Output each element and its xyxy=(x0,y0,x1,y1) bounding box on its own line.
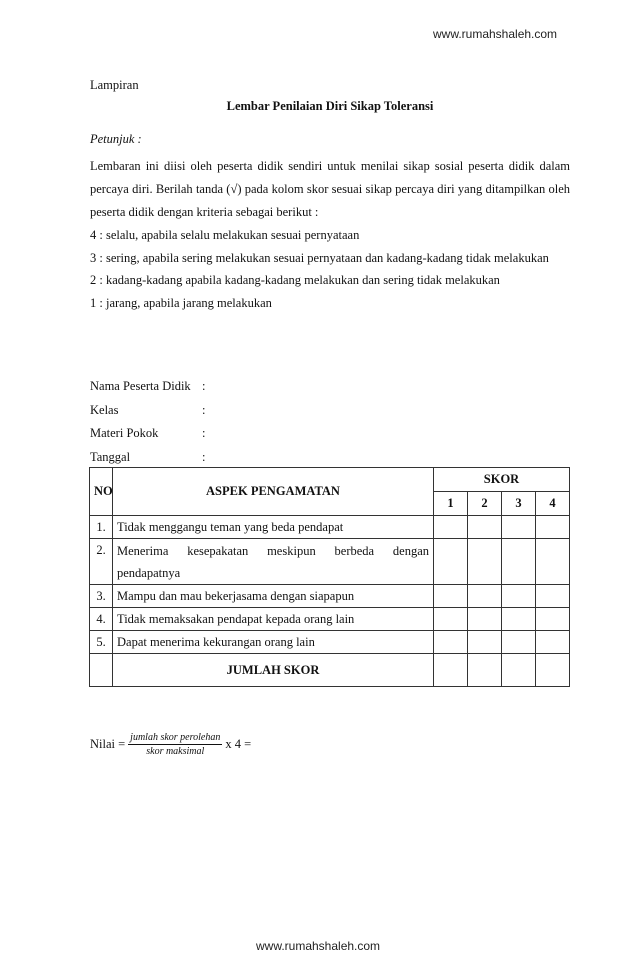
criteria-item: 3 : sering, apabila sering melakukan sesuai pernyataan dan kadang-kadang tidak melakukan xyxy=(90,250,549,265)
score-cell[interactable] xyxy=(536,539,570,585)
score-formula xyxy=(90,731,251,758)
field-materi-pokok xyxy=(90,422,205,446)
skor-level-4: 4 xyxy=(536,492,570,516)
criteria-item: 2 : kadang-kadang apabila kadang-kadang melakukan dan sering tidak melakukan xyxy=(90,273,500,287)
score-cell[interactable] xyxy=(536,631,570,654)
formula-suffix: x 4 = xyxy=(225,737,252,751)
lampiran-label: Lampiran xyxy=(90,78,139,92)
field-separator: : xyxy=(202,402,206,417)
formula-prefix: Nilai = xyxy=(90,737,126,751)
score-cell[interactable] xyxy=(502,608,536,631)
field-nama xyxy=(90,375,205,399)
score-cell[interactable] xyxy=(468,631,502,654)
field-label: Tanggal xyxy=(90,449,131,464)
field-tanggal xyxy=(90,446,205,470)
table-row xyxy=(90,608,570,631)
criteria-item: 1 : jarang, apabila jarang melakukan xyxy=(90,295,272,310)
instruction-paragraph: Lembaran ini diisi oleh peserta didik sendiri untuk menilai sikap sosial peserta didik dalam percaya diri. Berilah tanda (√) pada kolom skor sesuai sikap percaya diri yang ditampilkan oleh peserta didik dengan kriteria sebagai berikut : xyxy=(90,159,570,219)
field-kelas xyxy=(90,399,205,423)
row-aspek: Tidak menggangu teman yang beda pendapat xyxy=(113,516,434,539)
header-skor: SKOR xyxy=(434,468,570,492)
row-aspek: Tidak memaksakan pendapat kepada orang lain xyxy=(113,608,434,631)
row-number: 1. xyxy=(90,516,113,539)
score-cell[interactable] xyxy=(468,608,502,631)
total-label: JUMLAH SKOR xyxy=(113,654,434,687)
total-row xyxy=(90,654,570,687)
score-cell[interactable] xyxy=(502,631,536,654)
field-label: Kelas xyxy=(90,402,119,417)
score-cell[interactable] xyxy=(502,539,536,585)
header-no: NO xyxy=(90,468,113,516)
score-cell[interactable] xyxy=(434,585,468,608)
row-number: 5. xyxy=(90,631,113,654)
total-score-cell[interactable] xyxy=(434,654,468,687)
score-cell[interactable] xyxy=(434,539,468,585)
assessment-table xyxy=(89,467,570,687)
table-row xyxy=(90,539,570,585)
total-score-cell[interactable] xyxy=(502,654,536,687)
formula-fraction xyxy=(128,731,222,758)
row-number: 2. xyxy=(90,539,113,585)
table-row xyxy=(90,631,570,654)
score-cell[interactable] xyxy=(434,631,468,654)
total-empty-cell xyxy=(90,654,113,687)
skor-level-2: 2 xyxy=(468,492,502,516)
total-score-cell[interactable] xyxy=(536,654,570,687)
criteria-item: 4 : selalu, apabila selalu melakukan sesuai pernyataan xyxy=(90,228,360,242)
field-label: Nama Peserta Didik xyxy=(90,379,191,393)
field-separator: : xyxy=(202,426,206,440)
student-info-fields xyxy=(90,375,205,469)
total-score-cell[interactable] xyxy=(468,654,502,687)
criteria-list xyxy=(90,224,580,314)
score-cell[interactable] xyxy=(468,539,502,585)
row-aspek: Dapat menerima kekurangan orang lain xyxy=(113,631,434,654)
table-row xyxy=(90,516,570,539)
field-separator: : xyxy=(202,379,206,393)
score-cell[interactable] xyxy=(536,585,570,608)
header-website-url: www.rumahshaleh.com xyxy=(433,27,558,41)
row-aspek-line: Menerima kesepakatan meskipun berbeda dengan xyxy=(117,543,429,558)
score-cell[interactable] xyxy=(468,585,502,608)
header-aspek: ASPEK PENGAMATAN xyxy=(113,468,434,516)
row-aspek xyxy=(113,539,434,585)
formula-denominator: skor maksimal xyxy=(146,746,205,757)
skor-level-1: 1 xyxy=(434,492,468,516)
petunjuk-label: Petunjuk : xyxy=(90,132,142,146)
field-label: Materi Pokok xyxy=(90,426,159,440)
table-row xyxy=(90,585,570,608)
row-aspek-line: pendapatnya xyxy=(117,565,181,580)
score-cell[interactable] xyxy=(502,585,536,608)
score-cell[interactable] xyxy=(502,516,536,539)
score-cell[interactable] xyxy=(434,608,468,631)
score-cell[interactable] xyxy=(434,516,468,539)
score-cell[interactable] xyxy=(536,608,570,631)
row-aspek: Mampu dan mau bekerjasama dengan siapapun xyxy=(113,585,434,608)
score-cell[interactable] xyxy=(536,516,570,539)
footer-website-url: www.rumahshaleh.com xyxy=(256,939,381,953)
document-title: Lembar Penilaian Diri Sikap Toleransi xyxy=(226,99,434,113)
score-cell[interactable] xyxy=(468,516,502,539)
formula-numerator: jumlah skor perolehan xyxy=(130,732,221,743)
skor-level-3: 3 xyxy=(502,492,536,516)
row-number: 3. xyxy=(90,585,113,608)
field-separator: : xyxy=(202,449,206,464)
row-number: 4. xyxy=(90,608,113,631)
